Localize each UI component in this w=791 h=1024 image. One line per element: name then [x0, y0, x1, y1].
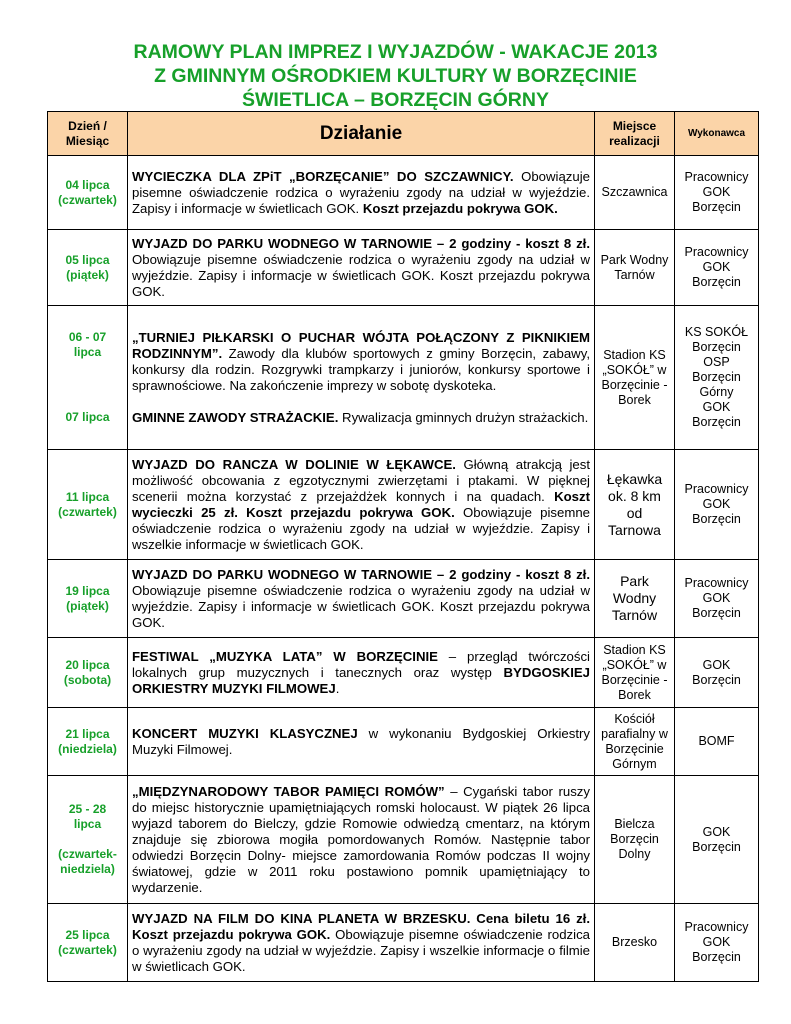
row-day: 25 - 28 lipca (czwartek- niedziela) — [48, 776, 128, 904]
row-place: Szczawnica — [595, 156, 675, 230]
events-table — [47, 111, 759, 982]
title-line-2: Z GMINNYM OŚRODKIEM KULTURY W BORZĘCINIE — [154, 65, 637, 87]
document-title — [0, 40, 791, 112]
row-executor: BOMF — [675, 708, 759, 776]
header-executor: Wykonawca — [675, 112, 759, 156]
row-place: Park Wodny Tarnów — [595, 560, 675, 638]
row-day: 06 - 07 lipca 07 lipca — [48, 306, 128, 450]
row-day: 19 lipca (piątek) — [48, 560, 128, 638]
title-line-3: ŚWIETLICA – BORZĘCIN GÓRNY — [242, 89, 549, 111]
table-row — [48, 904, 759, 982]
row-executor: Pracownicy GOK Borzęcin — [675, 560, 759, 638]
row-place: Bielcza Borzęcin Dolny — [595, 776, 675, 904]
row-place: Łękawka ok. 8 km od Tarnowa — [595, 450, 675, 560]
row-place: Park Wodny Tarnów — [595, 230, 675, 306]
table-row — [48, 560, 759, 638]
row-action: WYJAZD DO PARKU WODNEGO W TARNOWIE – 2 godziny - koszt 8 zł. Obowiązuje pisemne oświadczenie rodzica o wyrażeniu zgody na udział w wyjeździe. Zapisy i informacje w świetlicach GOK. Koszt przejazdu pokrywa GOK. — [128, 230, 595, 306]
row-day: 25 lipca (czwartek) — [48, 904, 128, 982]
row-place: Stadion KS „SOKÓŁ” w Borzęcinie - Borek — [595, 638, 675, 708]
row-place: Kościół parafialny w Borzęcinie Górnym — [595, 708, 675, 776]
table-row — [48, 450, 759, 560]
row-place: Brzesko — [595, 904, 675, 982]
row-executor: GOK Borzęcin — [675, 776, 759, 904]
table-row — [48, 230, 759, 306]
row-place: Stadion KS „SOKÓŁ” w Borzęcinie - Borek — [595, 306, 675, 450]
row-executor: KS SOKÓŁ Borzęcin OSP Borzęcin Górny GOK Borzęcin — [675, 306, 759, 450]
row-executor: Pracownicy GOK Borzęcin — [675, 230, 759, 306]
row-action: „MIĘDZYNARODOWY TABOR PAMIĘCI ROMÓW” – Cygański tabor ruszy do miejsc historycznie upamiętniających romski holocaust. W piątek 26 lipca wyjazd taborem do Bielczy, gdzie Romowie odwiedzą cmentarz, na którym znajduje się zbiorowa mogiła pomordowanych Romów. Następnie tabor odwiedzi Borzęcin Dolny- miejsce zamordowania Romów podczas II wojny światowej, gdzie w 2011 roku postawiono pomnik upamiętniający to wydarzenie. — [128, 776, 595, 904]
table-header-row — [48, 112, 759, 156]
row-day: 04 lipca (czwartek) — [48, 156, 128, 230]
row-day: 05 lipca (piątek) — [48, 230, 128, 306]
row-executor: Pracownicy GOK Borzęcin — [675, 904, 759, 982]
row-action: KONCERT MUZYKI KLASYCZNEJ w wykonaniu Bydgoskiej Orkiestry Muzyki Filmowej. — [128, 708, 595, 776]
row-executor: Pracownicy GOK Borzęcin — [675, 450, 759, 560]
row-executor: Pracownicy GOK Borzęcin — [675, 156, 759, 230]
header-place: Miejsce realizacji — [595, 112, 675, 156]
row-action: WYJAZD DO RANCZA W DOLINIE W ŁĘKAWCE. Główną atrakcją jest możliwość obcowania z egzotycznymi zwierzętami i ptakami. W pięknej scenerii można korzystać z przejażdżek konnych i na quadach. Koszt wycieczki 25 zł. Koszt przejazdu pokrywa GOK. Obowiązuje pisemne oświadczenie rodzica o wyrażeniu zgody na udział w wyjeździe. Zapisy i wszelkie informacje w świetlicach GOK. — [128, 450, 595, 560]
row-day: 21 lipca (niedziela) — [48, 708, 128, 776]
row-action: WYJAZD DO PARKU WODNEGO W TARNOWIE – 2 godziny - koszt 8 zł. Obowiązuje pisemne oświadczenie rodzica o wyrażeniu zgody na udział w wyjeździe. Zapisy i informacje w świetlicach GOK. Koszt przejazdu pokrywa GOK. — [128, 560, 595, 638]
row-day: 20 lipca (sobota) — [48, 638, 128, 708]
table-row — [48, 776, 759, 904]
row-action: „TURNIEJ PIŁKARSKI O PUCHAR WÓJTA POŁĄCZONY Z PIKNIKIEM RODZINNYM”. Zawody dla klubów sportowych z gminy Borzęcin, zabawy, konkursy dla rodzin. Rozgrywki trampkarzy i juniorów, konkursy sportowe i sprawnościowe. Na zakończenie imprezy w sobotę dyskoteka. GMINNE ZAWODY STRAŻACKIE. Rywalizacja gminnych drużyn strażackich. — [128, 306, 595, 450]
header-action: Działanie — [128, 112, 595, 156]
row-day: 11 lipca (czwartek) — [48, 450, 128, 560]
row-action: WYJAZD NA FILM DO KINA PLANETA W BRZESKU. Cena biletu 16 zł. Koszt przejazdu pokrywa GOK. Obowiązuje pisemne oświadczenie rodzica o wyrażeniu zgody na udział w wyjeździe. Zapisy i wszelkie informacje o filmie w świetlicach GOK. — [128, 904, 595, 982]
table-row — [48, 708, 759, 776]
title-line-1: RAMOWY PLAN IMPREZ I WYJAZDÓW - WAKACJE 2013 — [133, 41, 658, 63]
row-action: FESTIWAL „MUZYKA LATA” W BORZĘCINIE – przegląd twórczości lokalnych grup muzycznych i tanecznych oraz występ BYDGOSKIEJ ORKIESTRY MUZYKI FILMOWEJ. — [128, 638, 595, 708]
row-executor: GOK Borzęcin — [675, 638, 759, 708]
table-row — [48, 156, 759, 230]
table-row — [48, 306, 759, 450]
header-day: Dzień / Miesiąc — [48, 112, 128, 156]
row-action: WYCIECZKA DLA ZPiT „BORZĘCANIE” DO SZCZAWNICY. Obowiązuje pisemne oświadczenie rodzica o wyrażeniu zgody na udział w wyjeździe. Zapisy i informacje w świetlicach GOK. Koszt przejazdu pokrywa GOK. — [128, 156, 595, 230]
table-row — [48, 638, 759, 708]
